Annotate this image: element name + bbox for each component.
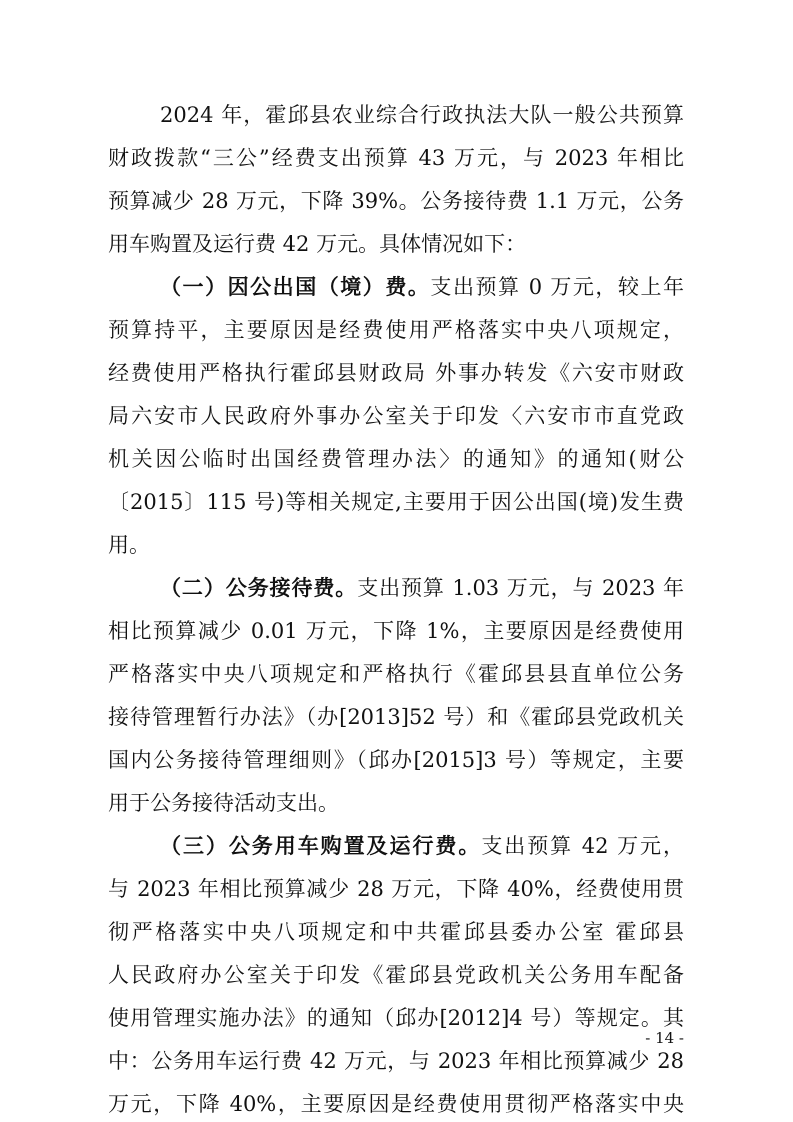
text-line: 万元，下降 40%，主要原因是经费使用贯彻严格落实中央 bbox=[108, 1092, 684, 1116]
text-line: 〔2015〕115 号)等相关规定,主要用于因公出国(境)发生费 bbox=[108, 490, 684, 514]
text-line: 相比预算减少 0.01 万元，下降 1%，主要原因是经费使用 bbox=[108, 619, 684, 643]
section-heading: （三）公务用车购置及运行费。 bbox=[160, 834, 482, 858]
text-line: 使用管理实施办法》的通知（邱办[2012]4 号）等规定。其 bbox=[108, 1006, 684, 1030]
section-heading: （二）公务接待费。 bbox=[160, 576, 358, 600]
text-line: 人民政府办公室关于印发《霍邱县党政机关公务用车配备 bbox=[108, 963, 684, 987]
section-text: 支出预算 0 万元，较上年 bbox=[430, 275, 685, 299]
section-text: 支出预算 1.03 万元，与 2023 年 bbox=[357, 576, 684, 600]
text-line: 用于公务接待活动支出。 bbox=[108, 791, 339, 815]
section-heading-line bbox=[160, 269, 684, 305]
text-line: 局六安市人民政府外事办公室关于印发〈六安市市直党政 bbox=[108, 404, 684, 428]
text-line: 用车购置及运行费 42 万元。具体情况如下： bbox=[108, 232, 527, 256]
text-line: 与 2023 年相比预算减少 28 万元，下降 40%，经费使用贯 bbox=[108, 877, 684, 901]
text-line: 中：公务用车运行费 42 万元，与 2023 年相比预算减少 28 bbox=[108, 1049, 684, 1073]
text-line: 经费使用严格执行霍邱县财政局 外事办转发《六安市财政 bbox=[108, 361, 684, 385]
text-line: 彻严格落实中央八项规定和中共霍邱县委办公室 霍邱县 bbox=[108, 920, 684, 944]
text-line: 预算减少 28 万元，下降 39%。公务接待费 1.1 万元，公务 bbox=[108, 189, 684, 213]
section-heading: （一）因公出国（境）费。 bbox=[160, 275, 431, 299]
text-line: 财政拨款“三公”经费支出预算 43 万元，与 2023 年相比 bbox=[108, 146, 684, 170]
text-line: 2024 年，霍邱县农业综合行政执法大队一般公共预算 bbox=[160, 103, 684, 127]
page-number: - 14 - bbox=[645, 1029, 684, 1047]
text-line: 严格落实中央八项规定和严格执行《霍邱县县直单位公务 bbox=[108, 662, 684, 686]
text-line: 用。 bbox=[108, 533, 150, 557]
text-line: 国内公务接待管理细则》（邱办[2015]3 号）等规定，主要 bbox=[108, 748, 684, 772]
section-heading-line bbox=[160, 570, 684, 606]
text-line: 接待管理暂行办法》（办[2013]52 号）和《霍邱县党政机关 bbox=[108, 705, 684, 729]
text-line: 预算持平，主要原因是经费使用严格落实中央八项规定， bbox=[108, 318, 684, 342]
text-line: 机关因公临时出国经费管理办法〉的通知》的通知(财公 bbox=[108, 447, 684, 471]
section-text: 支出预算 42 万元， bbox=[481, 834, 685, 858]
section-heading-line bbox=[160, 828, 684, 864]
